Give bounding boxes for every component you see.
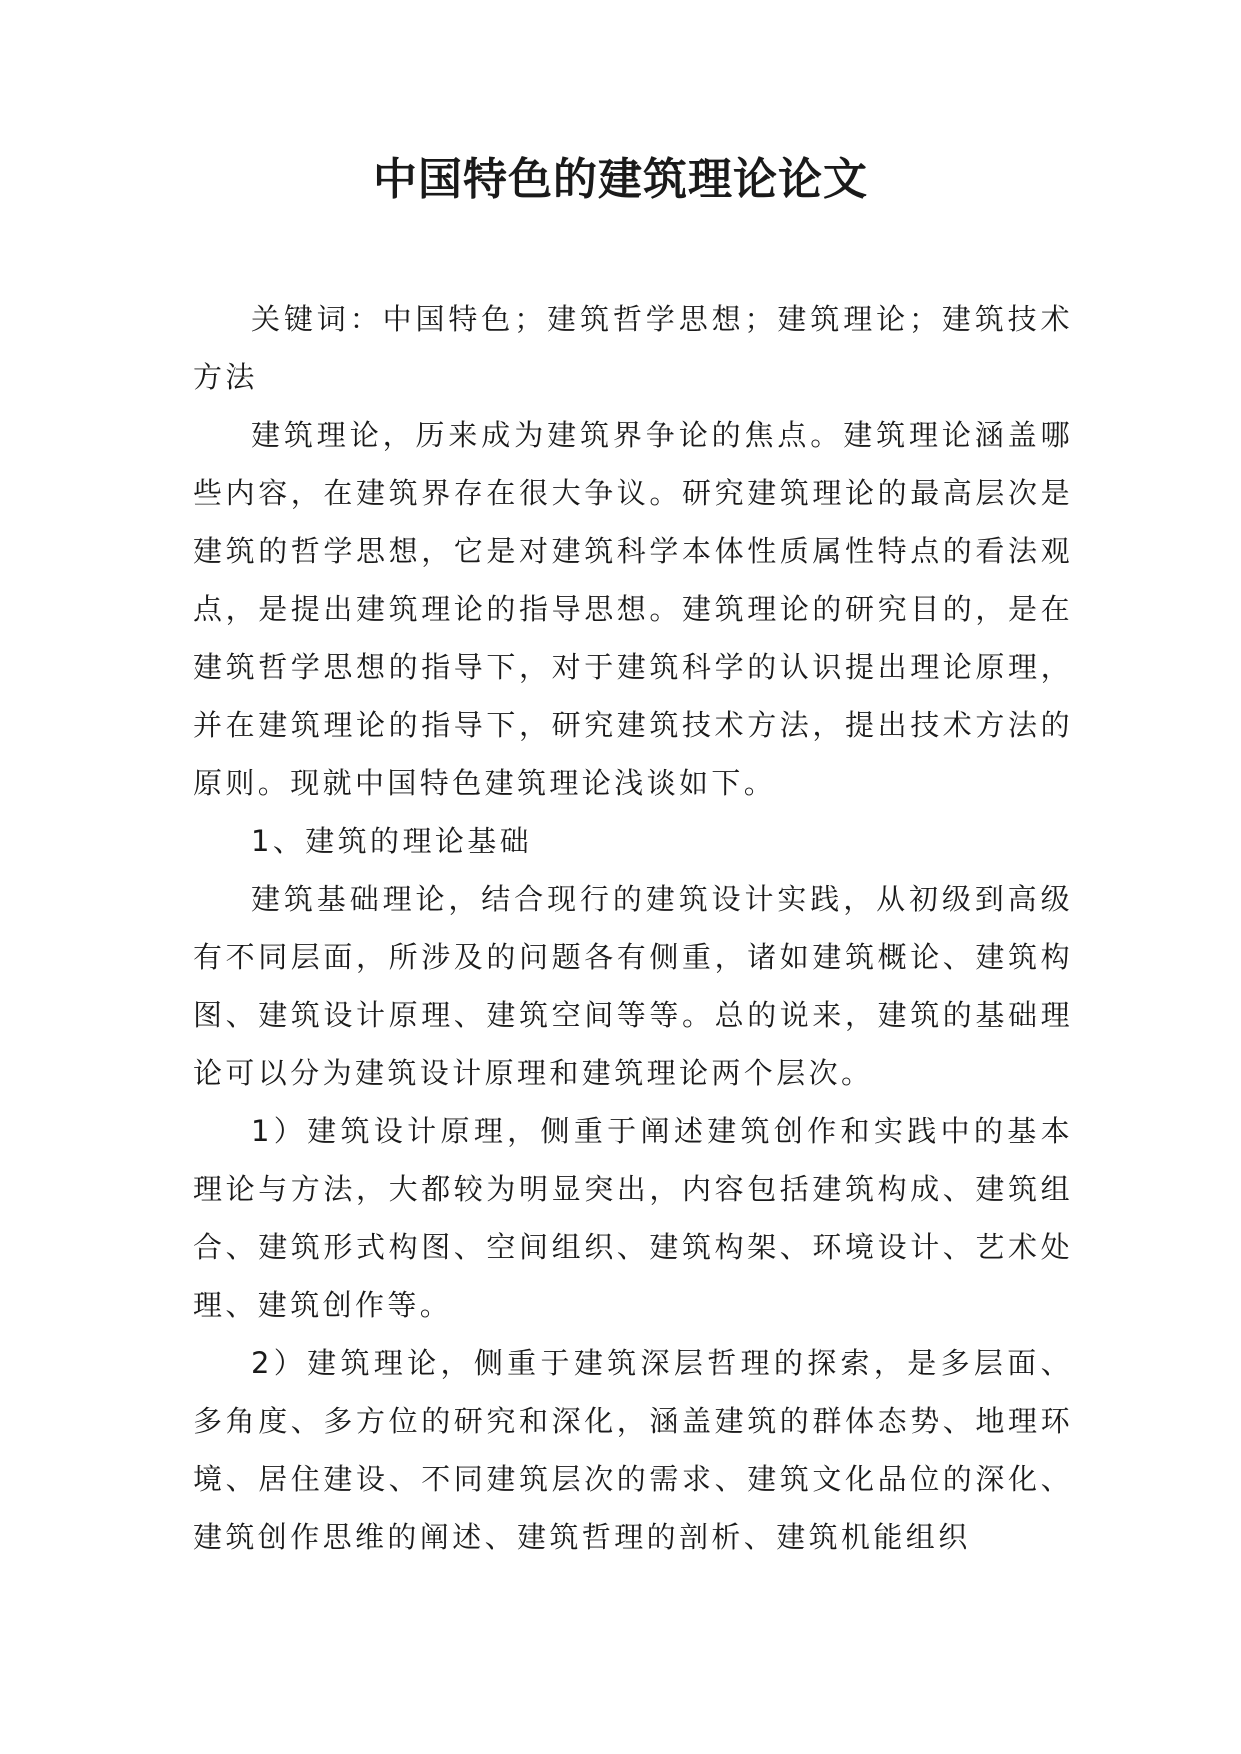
section-heading-theory-basis: 1、建筑的理论基础 [251,824,533,858]
intro-paragraph: 建筑理论，历来成为建筑界争论的焦点。建筑理论涵盖哪些内容，在建筑界存在很大争议。研究建筑理论的最高层次是建筑的哲学思想，它是对建筑科学本体性质属性特点的看法观点，是提出建筑理论的指导思想。建筑理论的研究目的，是在建筑哲学思想的指导下，对于建筑科学的认识提出理论原理，并在建筑理论的指导下，研究建筑技术方法，提出技术方法的原则。现就中国特色建筑理论浅谈如下。 [193,418,1073,800]
basis-paragraph: 建筑基础理论，结合现行的建筑设计实践，从初级到高级有不同层面，所涉及的问题各有侧重，诸如建筑概论、建筑构图、建筑设计原理、建筑空间等等。总的说来，建筑的基础理论可以分为建筑设计原理和建筑理论两个层次。 [193,882,1073,1090]
keywords-paragraph: 关键词：中国特色；建筑哲学思想；建筑理论；建筑技术方法 [193,302,1073,394]
design-principle-paragraph: 1）建筑设计原理，侧重于阐述建筑创作和实践中的基本理论与方法，大都较为明显突出，内容包括建筑构成、建筑组合、建筑形式构图、空间组织、建筑构架、环境设计、艺术处理、建筑创作等。 [193,1114,1073,1322]
document-title: 中国特色的建筑理论论文 [373,154,868,205]
document-body [193,290,1073,1566]
architecture-theory-paragraph: 2）建筑理论，侧重于建筑深层哲理的探索，是多层面、多角度、多方位的研究和深化，涵盖建筑的群体态势、地理环境、居住建设、不同建筑层次的需求、建筑文化品位的深化、建筑创作思维的阐述、建筑哲理的剖析、建筑机能组织 [193,1346,1073,1554]
